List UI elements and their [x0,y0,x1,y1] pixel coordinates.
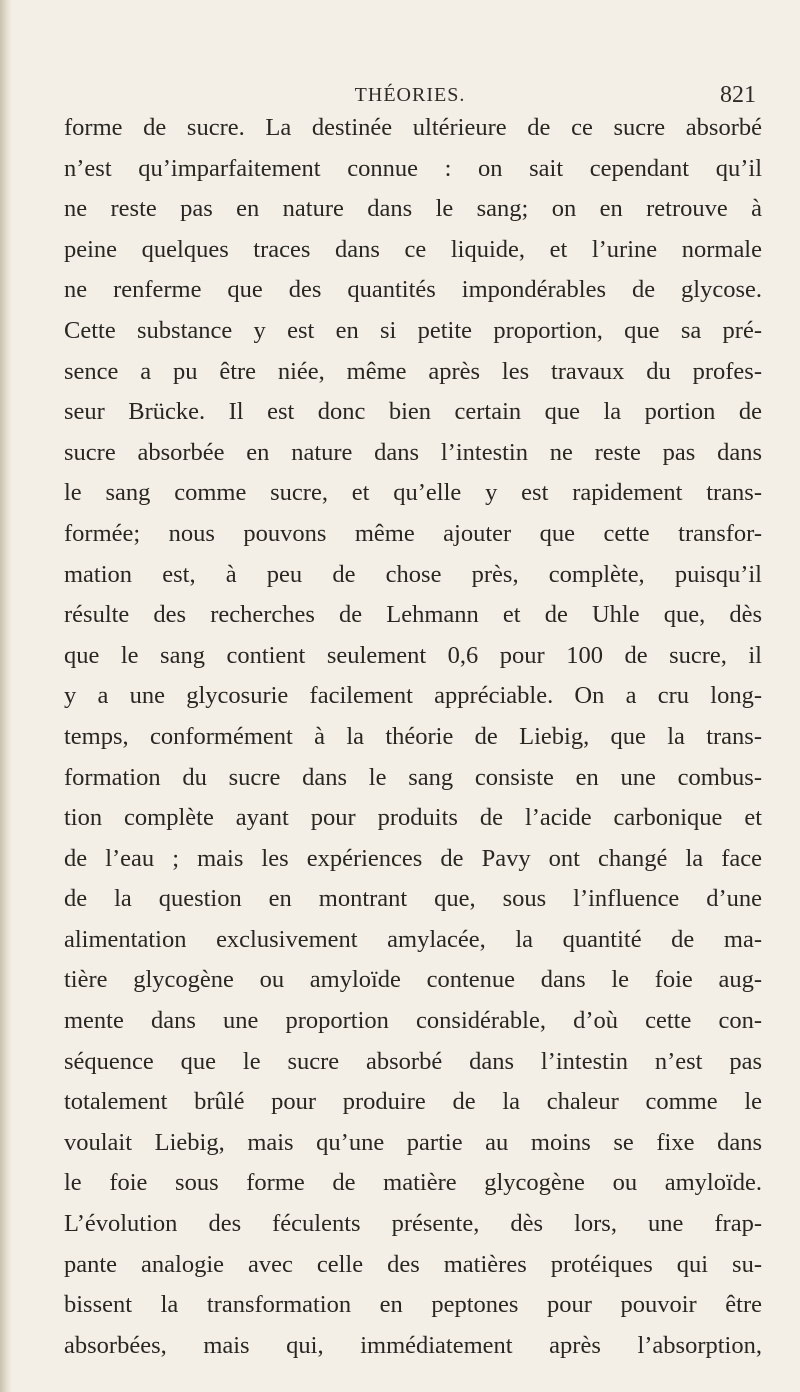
text-line: forme de sucre. La destinée ultérieure de ce sucre absorbé [64,114,762,141]
body-text [64,108,762,1366]
text-line: n’est qu’imparfaitement connue : on sait cependant qu’il [64,154,762,182]
text-line: seur Brücke. Il est donc bien certain que la portion de [64,398,762,426]
text-line: bissent la transformation en peptones pour pouvoir être [64,1291,762,1319]
text-line: alimentation exclusivement amylacée, la quantité de ma- [64,925,762,953]
text-line: sence a pu être niée, même après les travaux du profes- [64,357,762,385]
text-line: tion complète ayant pour produits de l’acide carbonique et [64,804,762,832]
text-line: que le sang contient seulement 0,6 pour 100 de sucre, il [64,641,762,669]
text-line: peine quelques traces dans ce liquide, et l’urine normale [64,235,762,263]
text-line: y a une glycosurie facilement appréciable. On a cru long- [64,682,762,710]
text-line: voulait Liebig, mais qu’une partie au moins se fixe dans [64,1128,762,1156]
spine-shadow [0,0,12,1392]
text-line: totalement brûlé pour produire de la chaleur comme le [64,1088,762,1116]
text-line: formée; nous pouvons même ajouter que cette transfor- [64,519,762,547]
text-line: de la question en montrant que, sous l’influence d’une [64,885,762,913]
text-line: formation du sucre dans le sang consiste en une combus- [64,763,762,791]
text-line: absorbées, mais qui, immédiatement après l’absorption, [64,1331,762,1359]
text-line: résulte des recherches de Lehmann et de Uhle que, dès [64,601,762,629]
text-line: mente dans une proportion considérable, d’où cette con- [64,1007,762,1035]
text-line: ne reste pas en nature dans le sang; on en retrouve à [64,195,762,223]
page-number: 821 [720,82,756,108]
text-line: le sang comme sucre, et qu’elle y est rapidement trans- [64,479,762,507]
text-line: L’évolution des féculents présente, dès lors, une frap- [64,1210,762,1238]
text-line: tière glycogène ou amyloïde contenue dans le foie aug- [64,966,762,994]
text-line: de l’eau ; mais les expériences de Pavy ont changé la face [64,844,762,872]
text-line: le foie sous forme de matière glycogène ou amyloïde. [64,1169,762,1197]
text-line: Cette substance y est en si petite proportion, que sa pré- [64,316,762,344]
text-line: sucre absorbée en nature dans l’intestin ne reste pas dans [64,438,762,466]
text-line: mation est, à peu de chose près, complète, puisqu’il [64,560,762,588]
text-line: temps, conformément à la théorie de Liebig, que la trans- [64,722,762,750]
text-line: séquence que le sucre absorbé dans l’intestin n’est pas [64,1047,762,1075]
text-line: pante analogie avec celle des matières protéiques qui su- [64,1250,762,1278]
text-line: ne renferme que des quantités impondérables de glycose. [64,276,762,304]
running-title: THÉORIES. [354,84,466,106]
